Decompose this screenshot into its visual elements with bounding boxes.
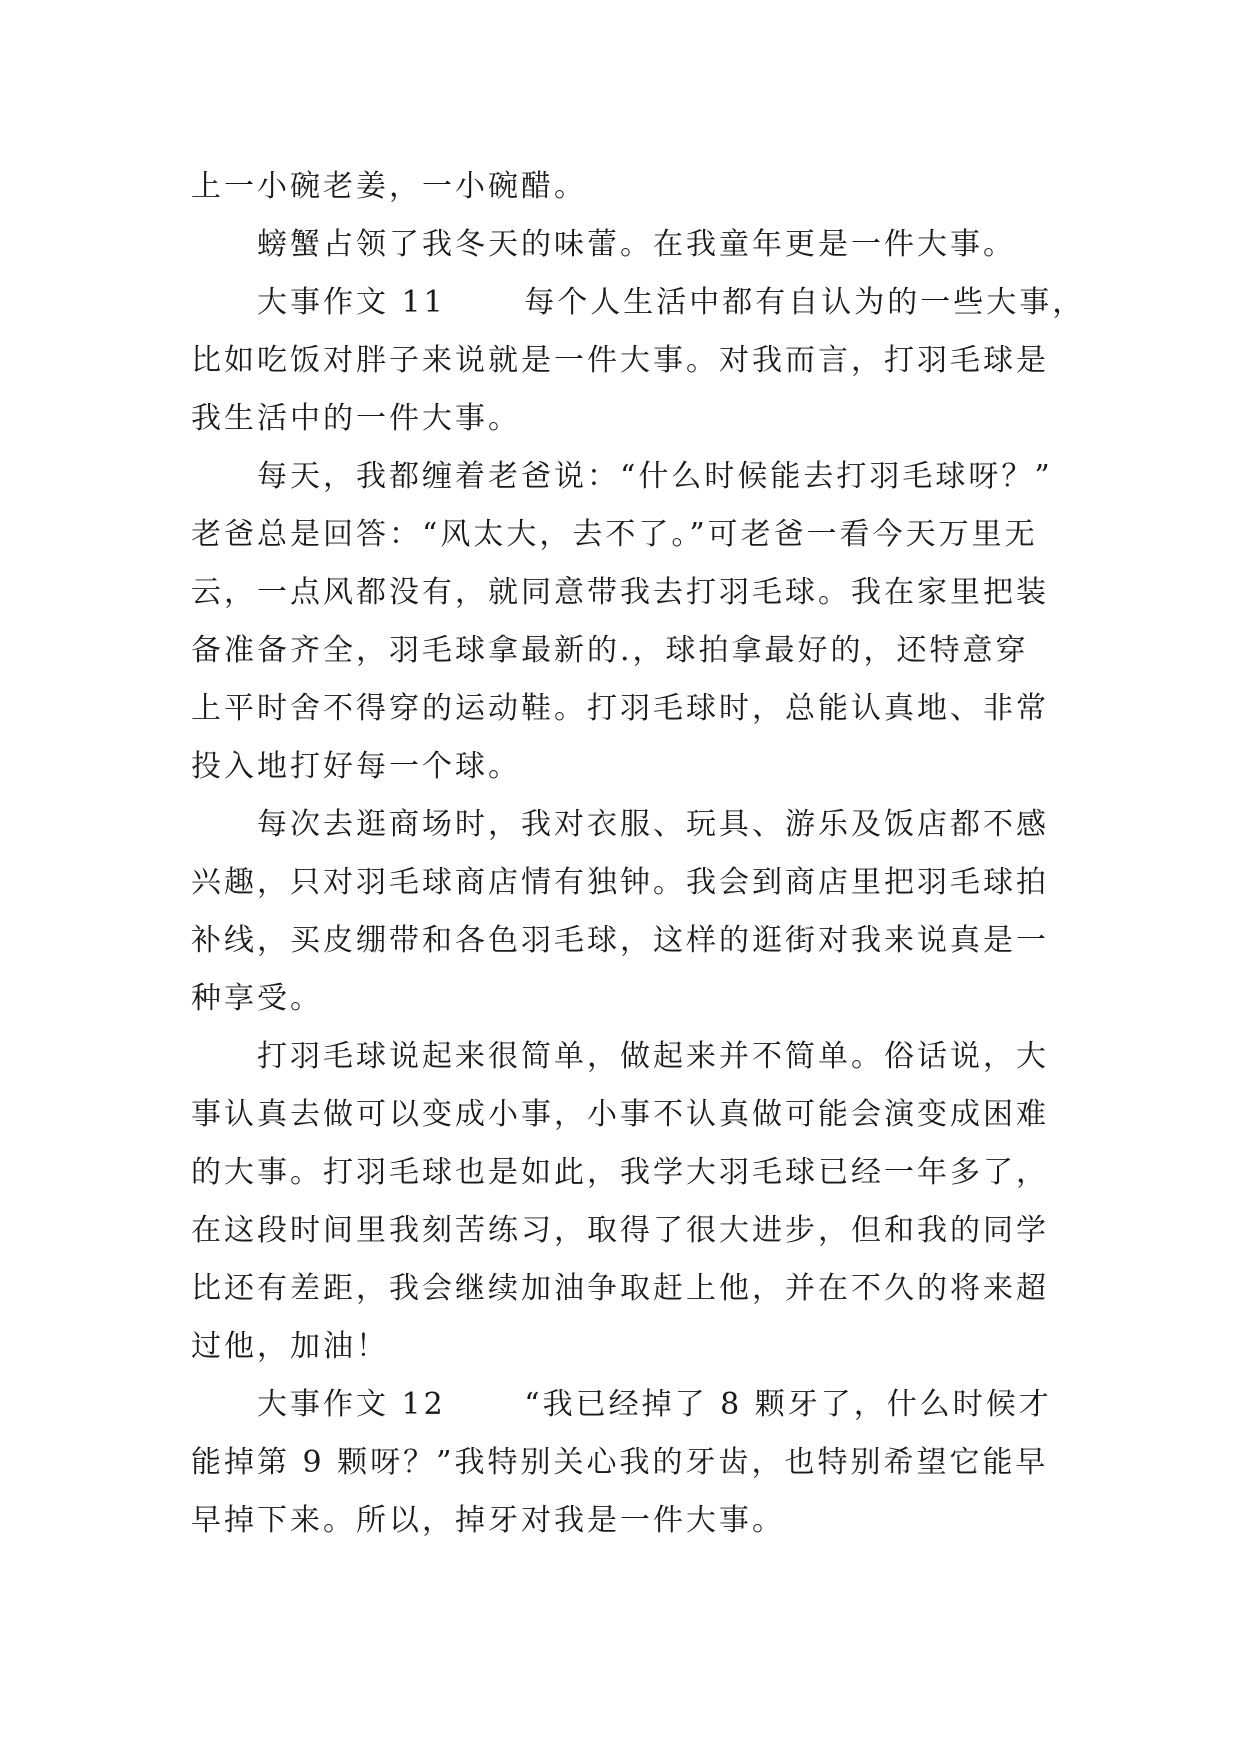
text-line: 我生活中的一件大事。: [191, 401, 521, 436]
text-line: 云，一点风都没有，就同意带我去打羽毛球。我在家里把装: [191, 575, 1049, 610]
text-line: 每天，我都缠着老爸说：“什么时候能去打羽毛球呀？”: [257, 459, 1053, 494]
text-line: 螃蟹占领了我冬天的味蕾。在我童年更是一件大事。: [257, 227, 1016, 262]
text-line: 补线，买皮绷带和各色羽毛球，这样的逛街对我来说真是一: [191, 923, 1049, 958]
text-line: 老爸总是回答：“风太大，去不了。”可老爸一看今天万里无: [191, 517, 1038, 552]
section-heading-line: 大事作文 12 “我已经掉了 8 颗牙了，什么时候才: [257, 1387, 1052, 1422]
text-line: 在这段时间里我刻苦练习，取得了很大进步，但和我的同学: [191, 1213, 1049, 1248]
section-heading-line: 大事作文 11 每个人生活中都有自认为的一些大事，: [257, 285, 1086, 320]
text-line: 能掉第 9 颗呀？”我特别关心我的牙齿，也特别希望它能早: [191, 1445, 1049, 1480]
text-line: 每次去逛商场时，我对衣服、玩具、游乐及饭店都不感: [257, 807, 1049, 842]
text-line: 种享受。: [191, 981, 323, 1016]
text-line: 的大事。打羽毛球也是如此，我学大羽毛球已经一年多了，: [191, 1155, 1049, 1190]
text-line: 投入地打好每一个球。: [191, 749, 521, 784]
text-line: 兴趣，只对羽毛球商店情有独钟。我会到商店里把羽毛球拍: [191, 865, 1049, 900]
text-line: 过他，加油！: [191, 1329, 389, 1364]
text-line: 打羽毛球说起来很简单，做起来并不简单。俗话说，大: [257, 1039, 1049, 1074]
text-line: 早掉下来。所以，掉牙对我是一件大事。: [191, 1503, 785, 1538]
text-line: 备准备齐全，羽毛球拿最新的.，球拍拿最好的，还特意穿: [191, 633, 1029, 668]
document-body: [191, 158, 1086, 1550]
text-line: 比还有差距，我会继续加油争取赶上他，并在不久的将来超: [191, 1271, 1049, 1306]
text-line: 上一小碗老姜，一小碗醋。: [191, 169, 587, 204]
text-line: 上平时舍不得穿的运动鞋。打羽毛球时，总能认真地、非常: [191, 691, 1049, 726]
text-line: 比如吃饭对胖子来说就是一件大事。对我而言，打羽毛球是: [191, 343, 1049, 378]
text-line: 事认真去做可以变成小事，小事不认真做可能会演变成困难: [191, 1097, 1049, 1132]
